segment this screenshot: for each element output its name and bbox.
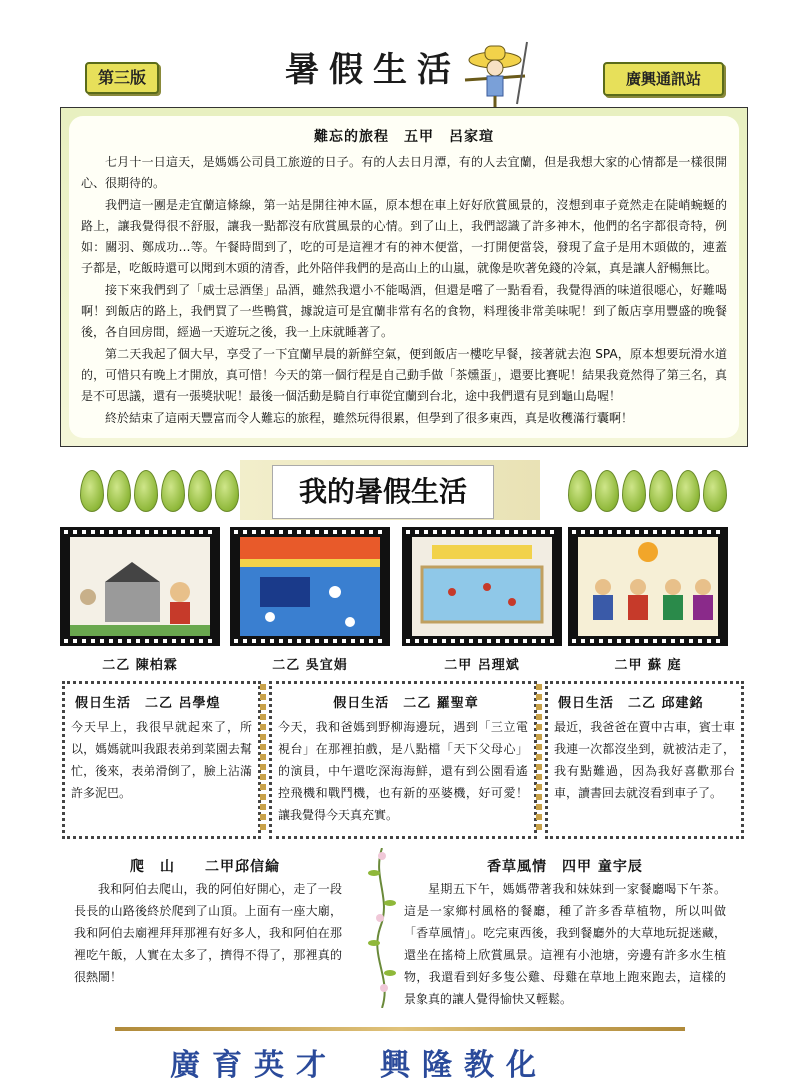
diary-text: 最近，我爸爸在賣中古車，賓士車我連一次都沒坐到，就被沽走了，我有點難過，因為我好喜歡那台車，讀書回去就沒看到車子了。 xyxy=(554,720,735,800)
diary-box xyxy=(62,681,261,839)
scarecrow-icon xyxy=(455,38,535,108)
feature-paragraph: 終於結束了這兩天豐富而令人難忘的旅程，雖然玩得很累，但學到了很多東西，真是收穫滿行囊啊！ xyxy=(105,410,634,425)
divider xyxy=(536,684,542,832)
diary-box xyxy=(545,681,744,839)
diary-heading: 假日生活 二乙 羅聖章 xyxy=(333,696,479,711)
page-title: 暑假生活 xyxy=(285,50,461,90)
leaf-icon xyxy=(703,470,727,512)
footer-motto: 廣育英才 興隆教化 xyxy=(170,1048,548,1083)
leaf-icon xyxy=(568,470,592,512)
feature-article-body xyxy=(81,152,727,429)
footer-divider xyxy=(115,1027,685,1031)
feature-paragraph: 七月十一日這天，是媽媽公司員工旅遊的日子。有的人去日月潭，有的人去宜蘭，但是我想大家的心情都是一樣很開心、很期待的。 xyxy=(81,155,727,191)
leaf-icon xyxy=(107,470,131,512)
section-title: 我的暑假生活 xyxy=(272,465,494,519)
leaf-decoration-left xyxy=(80,470,239,510)
leaf-icon xyxy=(161,470,185,512)
leaf-icon xyxy=(188,470,212,512)
feature-article-panel xyxy=(69,116,739,438)
photo-caption: 二甲 蘇 庭 xyxy=(614,658,682,673)
leaf-icon xyxy=(215,470,239,512)
newsletter-badge: 廣興通訊站 xyxy=(603,62,724,96)
edition-badge: 第三版 xyxy=(85,62,159,94)
feature-paragraph: 接下來我們到了「威士忌酒堡」品酒，雖然我還小不能喝酒，但還是嚐了一點看看，我覺得酒的味道很噁心，好難喝啊！到飯店的路上，我們買了一些鴨賞，據說這可是宜蘭非常有名的食物，料理後非常美味呢！到了飯店享用豐盛的晚餐後，各自回房間，經過一天遊玩之後，我一上床就睡著了。 xyxy=(81,282,727,340)
flower-vine-icon xyxy=(362,848,402,1008)
story-paragraph: 我和阿伯去爬山，我的阿伯好開心，走了一段長長的山路後終於爬到了山頂。上面有一座大廟，我和阿伯去廟裡拜拜那裡有好多人，我和阿伯在那裡吃午飯，人實在太多了，擠得不得了，那裡真的很熱鬧！ xyxy=(74,882,342,984)
diary-text: 今天，我和爸媽到野柳海邊玩，遇到「三立電視台」在那裡拍戲，是八點檔「天下父母心」的演員，中午還吃深海海鮮，還有到公園看遙控飛機和戰鬥機，也有新的巫婆機，好可愛！讓我覺得今天真充實。 xyxy=(278,720,528,822)
story-heading: 香草風情 四甲 童宇辰 xyxy=(487,859,643,875)
leaf-icon xyxy=(80,470,104,512)
drawing-image xyxy=(578,537,718,636)
drawing-photo xyxy=(568,527,728,646)
story-heading: 爬 山 二甲邱信綸 xyxy=(130,859,280,875)
drawing-photo xyxy=(230,527,390,646)
photo-caption: 二乙 陳柏霖 xyxy=(102,658,178,673)
feature-paragraph: 第二天我起了個大早，享受了一下宜蘭早晨的新鮮空氣，便到飯店一樓吃早餐，接著就去泡 SPA，原本想要玩滑水道的，可惜只有晚上才開放，真可惜！今天的第一個行程是自己動手做「茶燻蛋」，還要比賽呢！結果我竟然得了第三名，真是不可思議，還有一張獎狀呢！最後一個活動是騎自行車從宜蘭到台北，途中我們還有見到龜山島喔！ xyxy=(81,346,727,404)
diary-heading: 假日生活 二乙 邱建銘 xyxy=(558,696,704,711)
leaf-icon xyxy=(676,470,700,512)
leaf-icon xyxy=(649,470,673,512)
leaf-decoration-right xyxy=(568,470,727,510)
diary-box xyxy=(269,681,537,839)
leaf-icon xyxy=(595,470,619,512)
diary-text: 今天早上，我很早就起來了，所以，媽媽就叫我跟表弟到菜園去幫忙，後來，表弟滑倒了，臉上沾滿許多泥巴。 xyxy=(71,720,252,800)
drawing-image xyxy=(240,537,380,636)
divider xyxy=(260,684,266,832)
story-body xyxy=(74,878,342,988)
feature-article xyxy=(60,107,748,447)
diary-heading: 假日生活 二乙 呂學煌 xyxy=(75,696,221,711)
photo-caption: 二甲 呂理斌 xyxy=(444,658,520,673)
feature-paragraph: 我們這一團是走宜蘭這條線，第一站是開往神木區，原本想在車上好好欣賞風景的，沒想到車子竟然走在陡峭蜿蜒的路上，讓我覺得很不舒服，讓我一點都沒有欣賞風景的心情。到了山上，我們認識了許多神木，他們的名字都很奇特，例如：關羽、鄭成功…等。午餐時間到了，吃的可是這裡才有的神木便當，一打開便當袋，發現了盒子是用木頭做的，連蓋子都是，吃飯時還可以聞到木頭的清香，此外陪伴我們的是高山上的山嵐，就像是吹著免錢的冷氣，真是讓人舒暢無比。 xyxy=(81,197,727,276)
drawing-photo xyxy=(402,527,562,646)
drawing-image xyxy=(70,537,210,636)
leaf-icon xyxy=(622,470,646,512)
drawing-photo xyxy=(60,527,220,646)
story-body xyxy=(404,878,726,1010)
drawing-image xyxy=(412,537,552,636)
story-paragraph: 星期五下午，媽媽帶著我和妹妹到一家餐廳喝下午茶。這是一家鄉村風格的餐廳，種了許多香草植物，所以叫做「香草風情」。吃完東西後，我到餐廳外的大草地玩捉迷藏，還坐在搖椅上欣賞風景。這裡有小池塘，旁邊有許多水生植物，我還看到好多隻公雞、母雞在草地上跑來跑去，這樣的景象真的讓人覺得愉快又輕鬆。 xyxy=(404,882,726,1006)
leaf-icon xyxy=(134,470,158,512)
feature-article-title: 難忘的旅程 五甲 呂家瑄 xyxy=(314,129,494,145)
photo-caption: 二乙 吳宜娟 xyxy=(272,658,348,673)
